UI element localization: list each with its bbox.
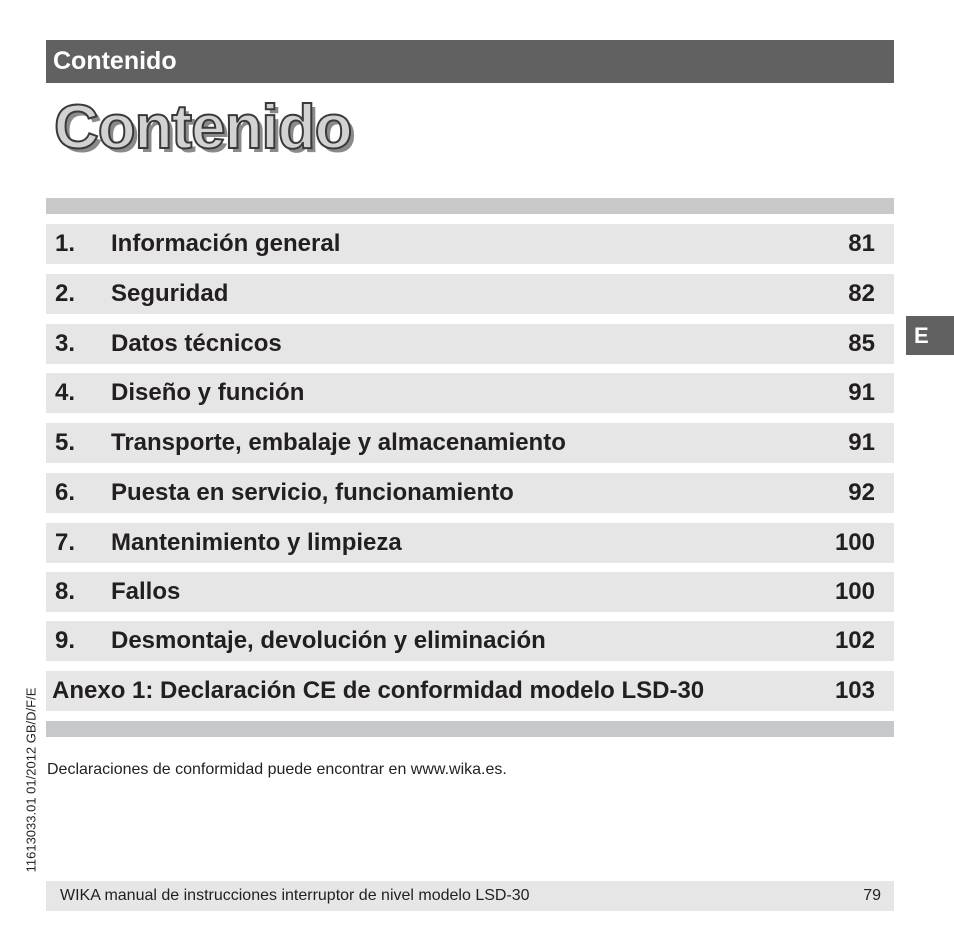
toc-entry-4[interactable]: [46, 373, 894, 413]
toc-entry-number: 6.: [55, 479, 76, 506]
toc-entry-3[interactable]: [46, 324, 894, 364]
toc-entry-9[interactable]: [46, 621, 894, 661]
toc-entry-page: 103: [834, 677, 875, 704]
toc-entry-6[interactable]: [46, 473, 894, 513]
toc-entry-page: 92: [848, 479, 875, 506]
toc-entry-title: Información general: [111, 230, 341, 257]
toc-entry-number: 8.: [55, 578, 76, 605]
section-header-bar: [46, 40, 894, 83]
document-code: 11613033.01 01/2012 GB/D/F/E: [23, 687, 39, 873]
divider-top: [46, 198, 894, 214]
toc-entry-5[interactable]: [46, 423, 894, 463]
toc-entry-page: 100: [834, 529, 875, 556]
divider-bottom: [46, 721, 894, 737]
toc-entry-page: 82: [848, 280, 875, 307]
toc-entry-page: 85: [848, 330, 875, 357]
footer-page-number: 79: [863, 887, 881, 904]
toc-entry-number: 4.: [55, 379, 76, 406]
toc-entry-title: Puesta en servicio, funcionamiento: [111, 479, 514, 506]
footer-text: WIKA manual de instrucciones interruptor de nivel modelo LSD-30: [60, 887, 530, 904]
toc-entry-title: Transporte, embalaje y almacenamiento: [111, 429, 566, 456]
footer-bar: [46, 881, 894, 911]
toc-entry-page: 102: [834, 627, 875, 654]
toc-entry-page: 91: [848, 429, 875, 456]
toc-entry-title: Datos técnicos: [111, 330, 282, 357]
toc-entry-number: 9.: [55, 627, 76, 654]
toc-entry-number: 7.: [55, 529, 76, 556]
toc-entry-number: 5.: [55, 429, 76, 456]
toc-entry-number: 3.: [55, 330, 76, 357]
toc-entry-title: Mantenimiento y limpieza: [111, 529, 402, 556]
toc-entry-2[interactable]: [46, 274, 894, 314]
toc-entry-number: 2.: [55, 280, 76, 307]
conformity-note: Declaraciones de conformidad puede encontrar en www.wika.es.: [47, 761, 507, 778]
toc-entry-8[interactable]: [46, 572, 894, 612]
toc-entry-title: Diseño y función: [111, 379, 305, 406]
toc-entry-number: 1.: [55, 230, 76, 257]
page-title: Contenido: [54, 93, 352, 162]
toc-entry-page: 100: [834, 578, 875, 605]
language-tab: E: [906, 316, 954, 355]
toc-entry-page: 91: [848, 379, 875, 406]
section-header-label: Contenido: [53, 47, 177, 75]
toc-entry-1[interactable]: [46, 224, 894, 264]
toc-entry-page: 81: [848, 230, 875, 257]
toc-entry-title: Desmontaje, devolución y eliminación: [111, 627, 546, 654]
toc-entry-title: Seguridad: [111, 280, 229, 307]
toc-entry-annex-1[interactable]: [46, 671, 894, 711]
toc-entry-7[interactable]: [46, 523, 894, 563]
toc-entry-title: Fallos: [111, 578, 181, 605]
toc-annex-title: Anexo 1: Declaración CE de conformidad modelo LSD-30: [52, 677, 705, 704]
